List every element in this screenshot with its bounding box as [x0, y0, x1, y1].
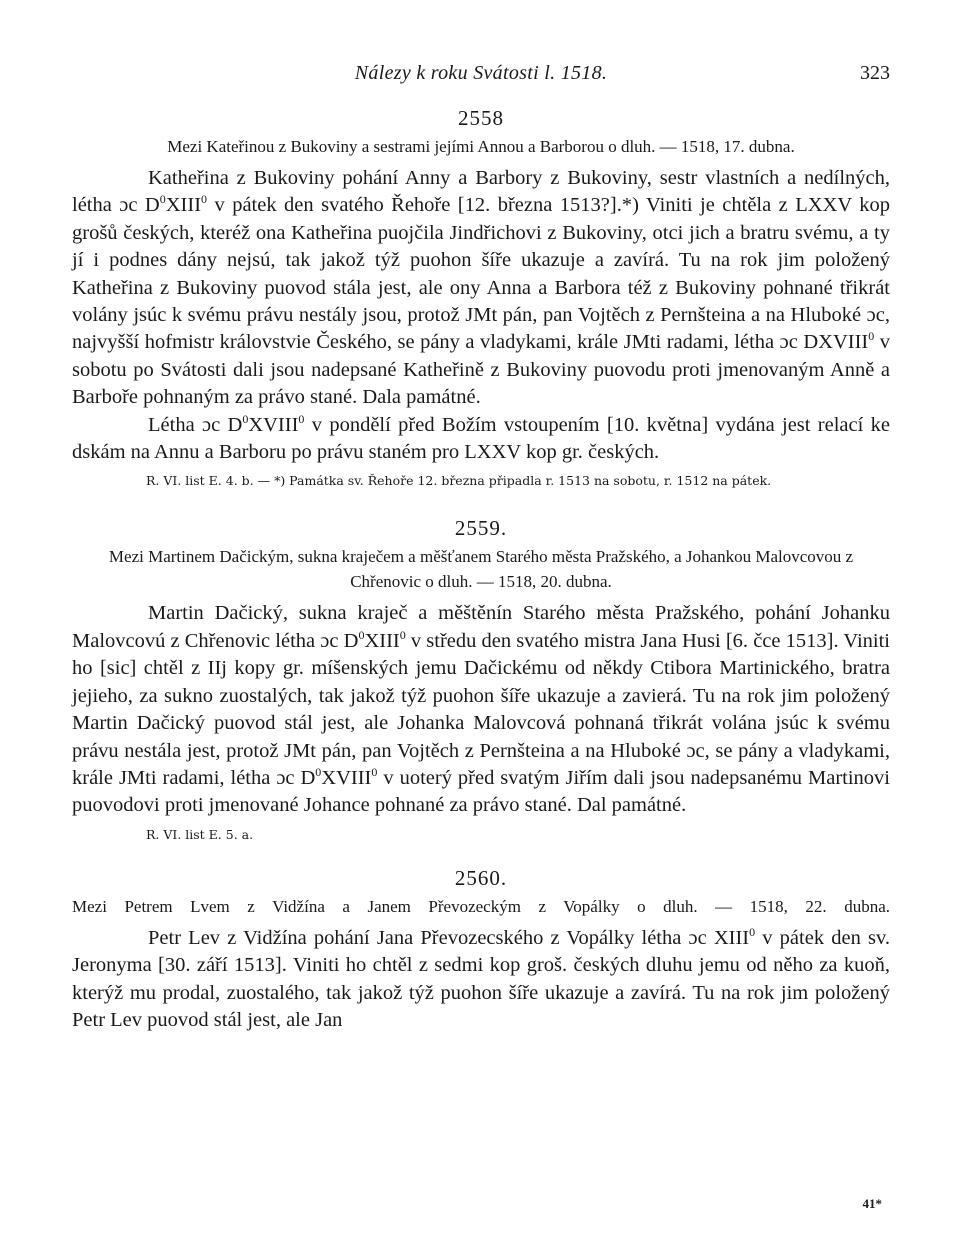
text-run: v uoterý před svatým Jiřím dali jsou nadepsanému Martinovi puovodovi proti jmenované Johance pohnané za právo stané. Dal památné.: [72, 766, 890, 817]
entry-paragraph: [72, 165, 890, 412]
text-run: XVIII: [321, 766, 372, 789]
entry-number: 2559.: [454, 516, 508, 541]
superscript: 0: [868, 329, 875, 344]
text-run: XIII: [165, 194, 202, 217]
text-run: v pátek den sv. Jeronyma [30. září 1513]. Viniti ho chtěl z sedmi kop groš. českých dluhu jemu od něho za kuoň, kterýž mu prodal, zuostalého, tak jakož týž puohon šíře ukazuje a zavírá. Tu na rok jim položený Petr Lev puovod stál jest, ale Jan: [72, 926, 890, 1031]
sheet-signature: 41*: [862, 1196, 882, 1211]
entry-summary: Mezi Petrem Lvem z Vidžína a Janem Převozeckým z Vopálky o dluh. — 1518, 22. dubna.: [72, 896, 890, 916]
superscript: 0: [159, 192, 166, 207]
page-header: [72, 62, 890, 92]
superscript: 0: [358, 628, 365, 643]
entry-paragraph: [72, 412, 890, 467]
text-run: v pátek den svatého Řehoře [12. března 1513?].*) Viniti je chtěla z LXXV kop grošů českých, kteréž ona Katheřina puojčila Jindřichovi z Bukoviny, otci jich a bratru svému, a ty jí i podnes dány nejsú, tak jakož týž puohon šíře ukazuje a zavírá. Tu na rok jim položený Katheřina z Bukoviny puovod stála jest, ale ony Anna a Barbora též z Bukoviny pohnané třikrát volány jsúc k svému právu nestály jsou, protož JMt pán, pan Vojtěch z Pernšteina a na Hluboké ɔc, najvyšší hofmistr královstvie Českého, se pány a vladykami, krále JMti radami, létha ɔc D: [72, 194, 890, 354]
source-note: R. VI. list E. 5. a.: [146, 826, 254, 842]
text-run: Létha ɔc D: [148, 413, 243, 436]
entry-2560: [72, 864, 890, 1035]
source-note: R. VI. list E. 4. b. — *) Památka sv. Řehoře 12. března připadla r. 1513 na sobotu, r. 1512 na pátek.: [146, 473, 772, 489]
entry-summary: Mezi Kateřinou z Bukoviny a sestrami jejími Annou a Barborou o dluh. — 1518, 17. dubna.: [167, 137, 795, 156]
superscript: 0: [749, 924, 756, 939]
running-title: Nálezy k roku Svátosti l. 1518.: [354, 62, 608, 84]
text-run: XVIII: [818, 331, 869, 354]
text-run: v středu den svatého mistra Jana Husi [6. čce 1513]. Viniti ho [sic] chtěl z IIj kopy gr. míšenských jemu Dačickému od někdy Ctibora Martinického, bratra jejieho, za sukno zuostalých, tak jakož týž puohon šíře ukazuje a zavierá. Tu na rok jim položený Martin Dačický puovod stál jest, ale Johanka Malovcová pohnaná třikrát volána jsúc k svému právu nestála jest, protož JMt pán, pan Vojtěch z Pernšteina a na Hluboké ɔc, se pány a vladykami, krále JMti radami, létha ɔc D: [72, 629, 890, 789]
superscript: 0: [201, 192, 208, 207]
entry-summary: Mezi Martinem Dačickým, sukna kraječem a měšťanem Starého města Pražského, a Johankou Malovcovou z Chřenovic o dluh. — 1518, 20. dubna.: [108, 547, 854, 592]
text-run: v pondělí před Božím vstoupením [10. května] vydána jest relací ke dskám na Annu a Barboru po právu staném pro LXXV kop gr. českých.: [72, 413, 890, 464]
superscript: 0: [315, 765, 322, 780]
entry-number: 2558: [458, 106, 504, 130]
entry-2559: [72, 514, 890, 845]
page-content: [72, 104, 890, 1034]
entry-paragraph: [72, 925, 890, 1035]
superscript: 0: [371, 765, 378, 780]
text-run: Petr Lev z Vidžína pohání Jana Převozecského z Vopálky létha ɔc XIII: [148, 926, 750, 949]
text-run: Martin Dačický, sukna kraječ a měštěnín Starého města Pražského, pohání Johanku Malovcovú z Chřenovic létha ɔc D: [72, 602, 890, 652]
text-run: XVIII: [248, 413, 299, 436]
text-run: v sobotu po Svátosti dali jsou nadepsané Katheřině z Bukoviny puovodu proti jmenovaným Anně a Barboře pohnaným za právo stané. Dala památné.: [72, 331, 891, 409]
entry-2558: [72, 104, 890, 492]
page-number: 323: [860, 62, 890, 84]
superscript: 0: [298, 411, 305, 426]
entry-number: 2560.: [454, 865, 508, 890]
superscript: 0: [242, 411, 249, 426]
text-run: Katheřina z Bukoviny pohání Anny a Barbory z Bukoviny, sestr vlastních a nedílných, létha ɔc D: [72, 167, 890, 217]
entry-paragraph: [72, 600, 890, 819]
superscript: 0: [399, 628, 406, 643]
text-run: XIII: [364, 629, 400, 652]
